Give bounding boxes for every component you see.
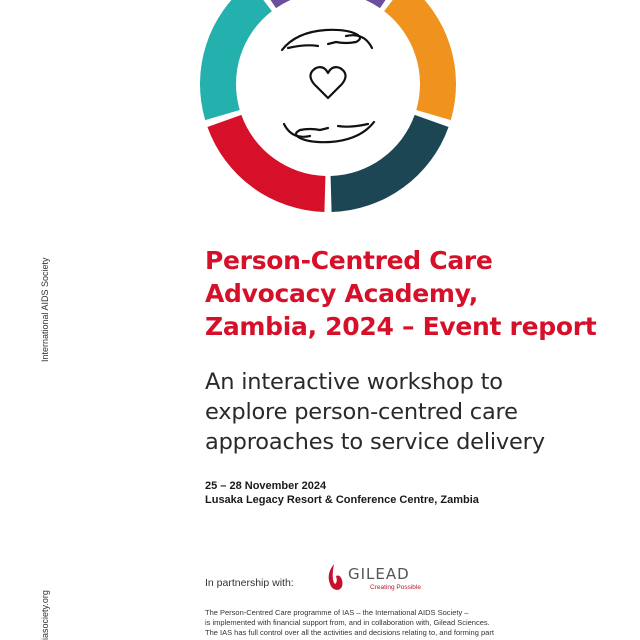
footnote-line: The Person-Centred Care programme of IAS – the International AIDS Society – — [205, 608, 469, 617]
logo-ring — [200, 0, 456, 212]
footnote-line: is implemented with financial support from, and in collaboration with, Gilead Sciences. — [205, 618, 490, 627]
subtitle-line: An interactive workshop to — [205, 369, 503, 395]
title-line: Advocacy Academy, — [205, 279, 478, 308]
title-line: Zambia, 2024 – Event report — [205, 312, 597, 341]
organisation-label: International AIDS Society — [40, 257, 50, 362]
subtitle-line: explore person-centred care — [205, 399, 518, 425]
logo-orange-segment — [384, 0, 456, 120]
partner-name: GILEAD — [348, 565, 410, 583]
gilead-flame-icon — [329, 564, 343, 590]
event-dates: 25 – 28 November 2024 — [205, 480, 327, 492]
subtitle-line: approaches to service delivery — [205, 429, 545, 455]
partner-tagline: Creating Possible — [370, 584, 421, 591]
event-venue: Lusaka Legacy Resort & Conference Centre, Zambia — [205, 494, 479, 506]
report-subtitle — [205, 367, 625, 457]
logo-navy-segment — [331, 115, 449, 212]
footnote-line: The IAS has full control over all the activities and decisions relating to, and forming part — [205, 628, 494, 637]
funding-footnote — [205, 608, 615, 638]
partnership-label: In partnership with: — [205, 577, 294, 589]
report-title — [205, 244, 625, 343]
title-line: Person-Centred Care — [205, 246, 493, 275]
logo-purple-segment — [256, 0, 401, 8]
website-label: iasociety.org — [40, 590, 50, 640]
logo-teal-segment — [200, 0, 272, 120]
pcc-logo — [196, 0, 460, 216]
hands-heart-icon — [282, 30, 374, 142]
